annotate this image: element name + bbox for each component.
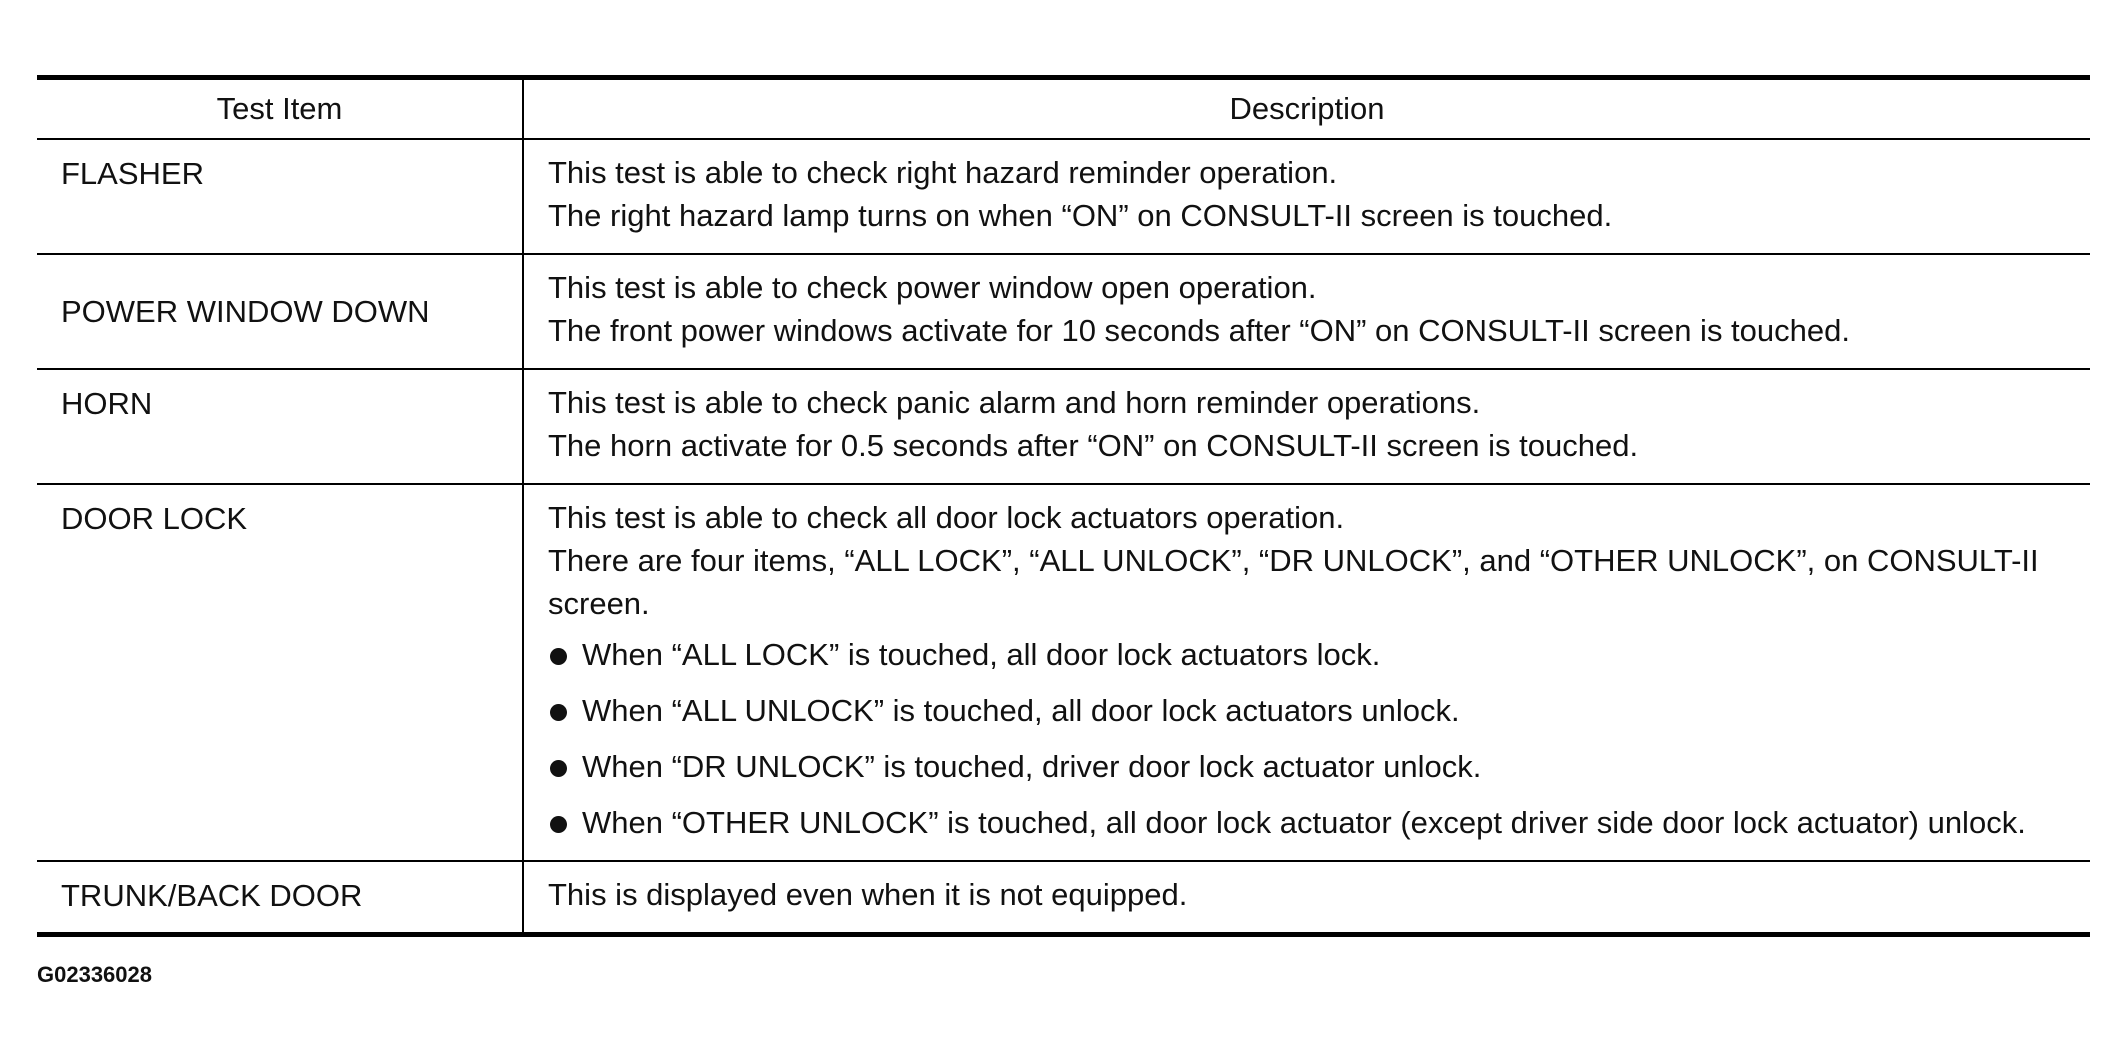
description-cell — [523, 369, 2090, 484]
list-item — [548, 745, 2076, 788]
table-header-row — [37, 78, 2090, 140]
bullet-dot-icon — [550, 816, 567, 833]
test-item-cell: TRUNK/BACK DOOR — [37, 861, 523, 935]
test-item-table — [37, 75, 2090, 937]
list-item — [548, 689, 2076, 732]
description-line: This test is able to check right hazard reminder operation. — [548, 155, 1338, 190]
header-description: Description — [1229, 91, 1385, 126]
description-cell — [523, 254, 2090, 369]
table-row-door-lock — [37, 484, 2090, 861]
test-item-cell: FLASHER — [37, 139, 523, 254]
bullet-text: When “DR UNLOCK” is touched, driver door lock actuator unlock. — [582, 749, 1482, 784]
description-cell — [523, 861, 2090, 935]
figure-id: G02336028 — [37, 962, 152, 987]
bullet-dot-icon — [550, 648, 567, 665]
description-line: There are four items, “ALL LOCK”, “ALL UNLOCK”, “DR UNLOCK”, and “OTHER UNLOCK”, on CONSULT-II screen. — [548, 543, 2039, 621]
description-cell — [523, 139, 2090, 254]
list-item — [548, 801, 2076, 844]
description-line: The right hazard lamp turns on when “ON” on CONSULT-II screen is touched. — [548, 198, 1613, 233]
test-item-table-container — [37, 75, 2090, 937]
table-row-power-window-down — [37, 254, 2090, 369]
description-line: This test is able to check panic alarm and horn reminder operations. — [548, 385, 1481, 420]
bullet-text: When “ALL LOCK” is touched, all door lock actuators lock. — [582, 637, 1381, 672]
description-line: The horn activate for 0.5 seconds after “ON” on CONSULT-II screen is touched. — [548, 428, 1639, 463]
test-item-cell: POWER WINDOW DOWN — [37, 254, 523, 369]
description-line: This test is able to check power window open operation. — [548, 270, 1317, 305]
table-row-flasher — [37, 139, 2090, 254]
table-row-horn — [37, 369, 2090, 484]
test-item-cell: DOOR LOCK — [37, 484, 523, 861]
description-line: This test is able to check all door lock actuators operation. — [548, 500, 1345, 535]
description-cell — [523, 484, 2090, 861]
bullet-text: When “ALL UNLOCK” is touched, all door lock actuators unlock. — [582, 693, 1460, 728]
list-item — [548, 633, 2076, 676]
bullet-dot-icon — [550, 760, 567, 777]
table-row-trunk-back-door — [37, 861, 2090, 935]
bullet-list — [548, 633, 2076, 844]
bullet-text: When “OTHER UNLOCK” is touched, all door lock actuator (except driver side door lock actuator) unlock. — [582, 805, 2026, 840]
description-line: The front power windows activate for 10 seconds after “ON” on CONSULT-II screen is touched. — [548, 313, 1850, 348]
bullet-dot-icon — [550, 704, 567, 721]
header-test-item: Test Item — [37, 78, 523, 140]
description-line: This is displayed even when it is not equipped. — [548, 877, 1188, 912]
test-item-cell: HORN — [37, 369, 523, 484]
